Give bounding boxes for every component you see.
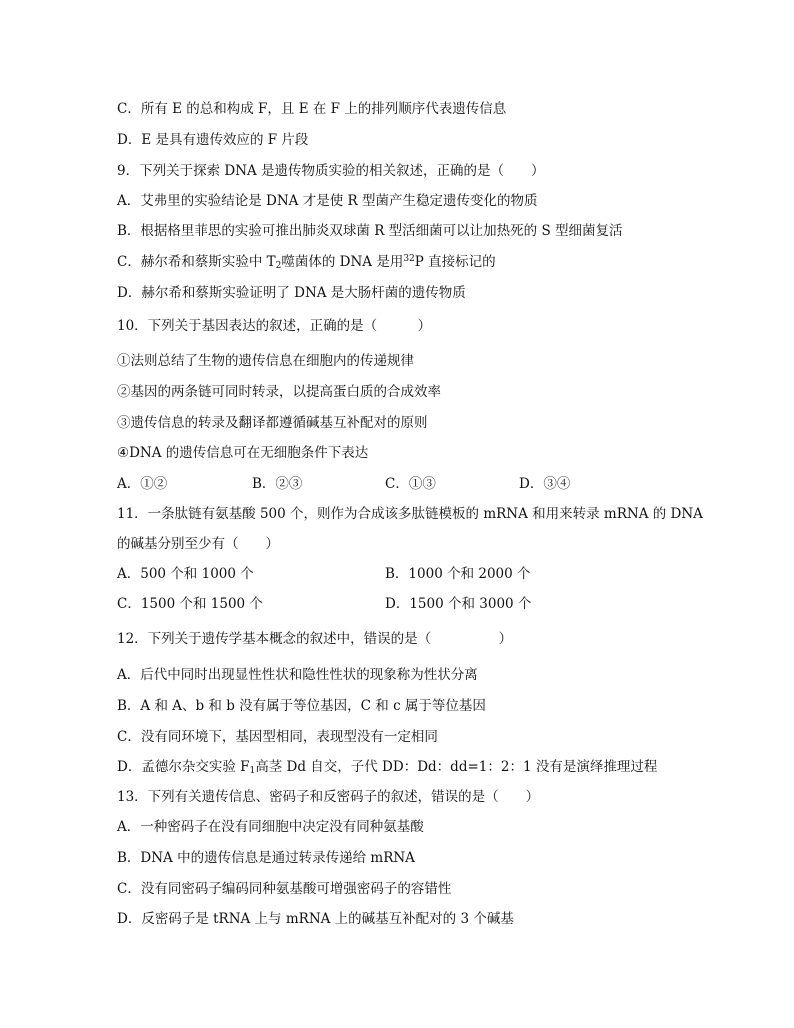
q11-stem-line-2: 的碱基分别至少有（ ） [117, 536, 279, 552]
q10-option-d: D．③④ [519, 476, 571, 492]
q11-option-a: A．500 个和 1000 个 [117, 566, 254, 582]
q10-statement-1: ①法则总结了生物的遗传信息在细胞内的传递规律 [117, 353, 414, 369]
q10-statement-4: ④DNA 的遗传信息可在无细胞条件下表达 [117, 445, 369, 461]
q9-option-d: D．赫尔希和蔡斯实验证明了 DNA 是大肠杆菌的遗传物质 [117, 285, 466, 301]
q12-option-c: C．没有同环境下，基因型相同，表现型没有一定相同 [117, 729, 438, 745]
q9-option-a: A．艾弗里的实验结论是 DNA 才是使 R 型菌产生稳定遗传变化的物质 [117, 193, 538, 209]
q13-option-c: C．没有同密码子编码同种氨基酸可增强密码子的容错性 [117, 881, 452, 897]
q11-stem-line-1: 11．一条肽链有氨基酸 500 个，则作为合成该多肽链模板的 mRNA 和用来转录 mRNA 的 DNA [117, 506, 703, 522]
q10-option-b: B．②③ [252, 476, 303, 492]
q10-option-c: C．①③ [385, 476, 436, 492]
q10-stem: 10．下列关于基因表达的叙述，正确的是（ ） [117, 318, 432, 334]
q10-statement-3: ③遗传信息的转录及翻译都遵循碱基互补配对的原则 [117, 415, 428, 431]
q8-option-c: C．所有 E 的总和构成 F，且 E 在 F 上的排列顺序代表遗传信息 [117, 101, 507, 117]
q13-option-b: B．DNA 中的遗传信息是通过转录传递给 mRNA [117, 850, 415, 866]
q10-statement-2: ②基因的两条链可同时转录，以提高蛋白质的合成效率 [117, 384, 441, 400]
q11-option-d: D．1500 个和 3000 个 [385, 596, 532, 612]
q12-option-d: D．孟德尔杂交实验 $F_1$高茎 Dd 自交，子代 DD：Dd：dd=1：2：1 没有是演绎推理过程 [117, 759, 658, 776]
q9-stem: 9．下列关于探索 DNA 是遗传物质实验的相关叙述，正确的是（ ） [117, 163, 545, 179]
q13-option-a: A．一种密码子在没有同细胞中决定没有同种氨基酸 [117, 819, 424, 835]
q11-option-b: B．1000 个和 2000 个 [385, 566, 531, 582]
q9-option-c: C．赫尔希和蔡斯实验中 $T_2$噬菌体的 DNA 是用$^{32}$P 直接标记的 [117, 254, 496, 271]
q8-option-d: D．E 是具有遗传效应的 F 片段 [117, 132, 309, 148]
q12-stem: 12．下列关于遗传学基本概念的叙述中，错误的是（ ） [117, 631, 513, 647]
q12-option-b: B．A 和 A、b 和 b 没有属于等位基因，C 和 c 属于等位基因 [117, 698, 486, 714]
q13-stem: 13．下列有关遗传信息、密码子和反密码子的叙述，错误的是（ ） [117, 789, 540, 805]
q10-option-a: A．①② [117, 476, 168, 492]
q12-option-a: A．后代中同时出现显性性状和隐性性状的现象称为性状分离 [117, 667, 478, 683]
q13-option-d: D．反密码子是 tRNA 上与 mRNA 上的碱基互补配对的 3 个碱基 [117, 911, 514, 927]
q11-option-c: C．1500 个和 1500 个 [117, 596, 263, 612]
q9-option-b: B．根据格里菲思的实验可推出肺炎双球菌 R 型活细菌可以让加热死的 S 型细菌复活 [117, 223, 623, 239]
